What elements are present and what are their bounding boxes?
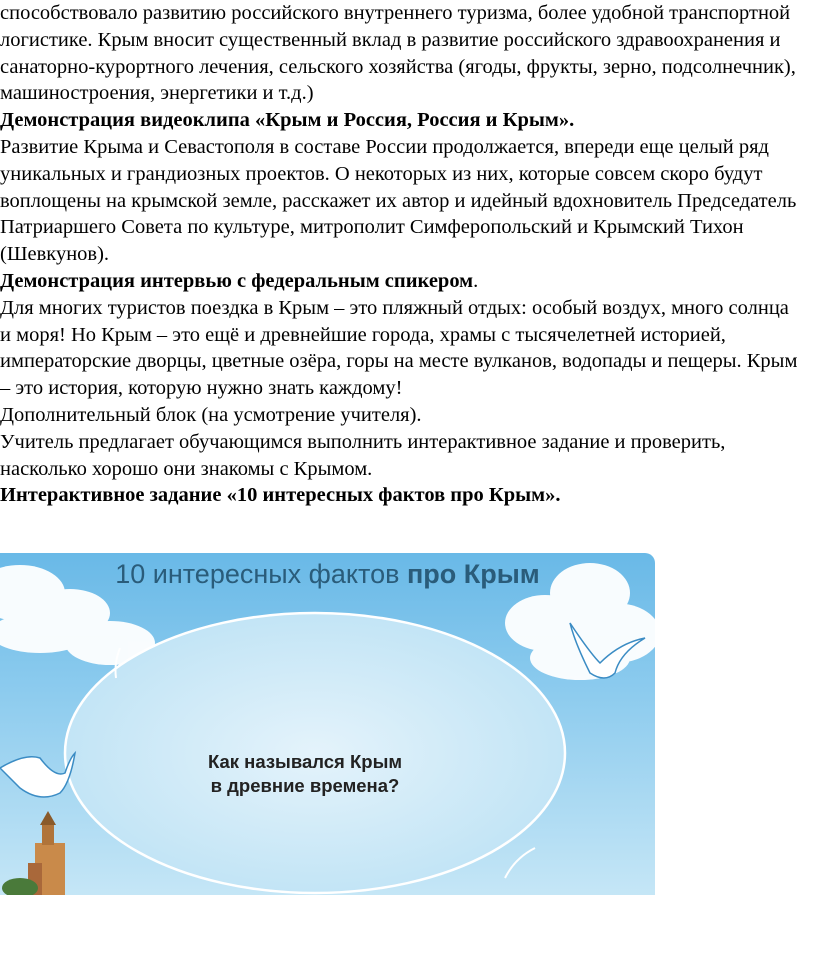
text-line: – это история, которую нужно знать каждому! [0,377,403,400]
paragraph-1 [0,0,816,107]
text-line: Демонстрация видеоклипа «Крым и Россия, Россия и Крым». [0,109,575,132]
question-line: в древние времена? [210,775,400,796]
heading-interview-text: Демонстрация интервью с федеральным спикером [0,269,474,292]
paragraph-3 [0,295,816,402]
text-line: императорские дворцы, цветные озёра, горы на месте вулканов, водопады и пещеры. Крым [0,350,798,373]
slide-title-bold: про Крым [406,559,540,589]
text-line: и моря! Но Крым – это ещё и древнейшие города, храмы с тысячелетней историей, [0,323,726,346]
paragraph-5 [0,429,816,483]
interactive-slide-image[interactable] [0,553,655,895]
heading-interview [0,268,816,295]
paragraph-4 [0,402,816,429]
heading-video-clip [0,107,816,134]
heading-interview-period: . [473,269,479,292]
text-line: Дополнительный блок (на усмотрение учителя). [0,403,422,426]
text-line: машиностроения, энергетики и т.д.) [0,82,314,105]
heading-interactive-task [0,482,816,509]
swirl-line [505,848,535,878]
text-line: воплощены на крымской земле, расскажет их автор и идейный вдохновитель Председатель [0,189,797,212]
text-line: Учитель предлагает обучающимся выполнить интерактивное задание и проверить, [0,430,726,453]
slide-title-regular: 10 интересных фактов [115,559,407,589]
seagull-icon [0,753,75,797]
paragraph-2 [0,134,816,268]
text-line [0,268,816,295]
text-line: логистике. Крым вносит существенный вклад в развитие российского здравоохранения и [0,28,781,51]
slide-title [0,559,655,590]
text-line: Развитие Крыма и Севастополя в составе России продолжается, впереди еще целый ряд [0,135,769,158]
slide-background [0,553,655,895]
text-line: способствовало развитию российского внутреннего туризма, более удобной транспортной [0,2,791,24]
text-line: Патриаршего Совета по культуре, митрополит Симферопольский и Крымский Тихон [0,216,744,239]
text-line: насколько хорошо они знакомы с Крымом. [0,457,373,480]
text-line: Интерактивное задание «10 интересных фактов про Крым». [0,484,561,507]
palace-icon [2,811,65,895]
text-line: (Шевкунов). [0,243,110,266]
slide-question [180,750,430,798]
text-line: Для многих туристов поездка в Крым – это пляжный отдых: особый воздух, много солнца [0,296,789,319]
text-line: уникальных и грандиозных проектов. О некоторых из них, которые совсем скоро будут [0,162,763,185]
text-line: санаторно-курортного лечения, сельского хозяйства (ягоды, фрукты, зерно, подсолнечник), [0,55,796,78]
question-line: Как назывался Крым [207,751,403,772]
